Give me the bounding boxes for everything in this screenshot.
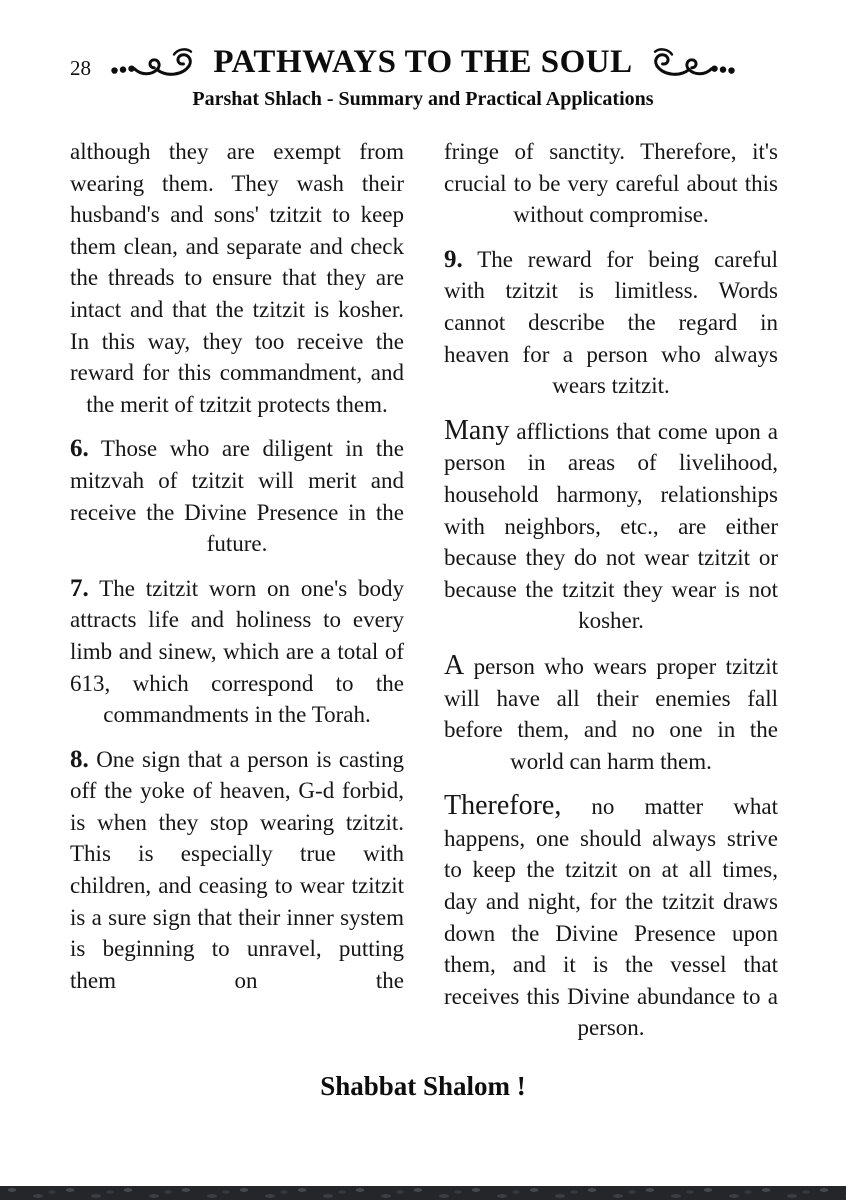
paragraph-lead: Many [444, 414, 510, 446]
paragraph-lead: Therefore, [444, 790, 562, 822]
page-header [0, 0, 846, 111]
paragraph: fringe of sanctity. Therefore, it's crucial to be very careful about this without compromise. [444, 139, 778, 228]
paragraph: although they are exempt from wearing them. They wash their husband's and sons' tzitzit to keep them clean, and separate and check the threads to ensure that they are intact and that the tzitzit is kosher. In this way, they too receive the reward for this commandment, and the merit of tzitzit protects them. [70, 139, 404, 417]
paragraph: Many afflictions that come upon a person in areas of livelihood, household harmony, relationships with neighbors, etc., are either because they do not wear tzitzit or because the tzitzit they wear is not kosher. [444, 414, 778, 634]
two-column-body [0, 111, 846, 1057]
right-column [444, 136, 778, 1057]
page-subtitle: Parshat Shlach - Summary and Practical Applications [192, 88, 654, 110]
closing-message: Shabbat Shalom ! [320, 1071, 526, 1102]
paragraph: 6. Those who are diligent in the mitzvah of tzitzit will merit and receive the Divine Presence in the future. [70, 435, 404, 557]
paragraph-lead: 7. [70, 574, 89, 602]
paragraph-lead: 6. [70, 435, 89, 463]
paragraph: Therefore, no matter what happens, one should always strive to keep the tzitzit on at all times, day and night, for the tzitzit draws down the Divine Presence upon them, and it is the vessel that receives this Divine abundance to a person. [444, 790, 778, 1041]
floral-flourish-right-icon [641, 46, 737, 80]
title-row [0, 44, 846, 81]
paragraph: 8. One sign that a person is casting off the yoke of heaven, G-d forbid, is when they stop wearing tzitzit. This is especially true with children, and ceasing to wear tzitzit is a sure sign that their inner system is beginning to unravel, putting them on the [70, 745, 404, 993]
paragraph-lead: 8. [70, 745, 89, 773]
paragraph-lead: 9. [444, 245, 463, 273]
left-column [70, 136, 404, 1057]
page-title: PATHWAYS TO THE SOUL [213, 44, 633, 80]
paragraph: 9. The reward for being careful with tzitzit is limitless. Words cannot describe the regard in heaven for a person who always wears tzitzit. [444, 245, 778, 399]
paragraph-lead: A [444, 649, 465, 681]
paragraph: A person who wears proper tzitzit will have all their enemies fall before them, and no one in the world can harm them. [444, 649, 778, 774]
bottom-scan-bar [0, 1186, 846, 1200]
paragraph: 7. The tzitzit worn on one's body attracts life and holiness to every limb and sinew, which are a total of 613, which correspond to the commandments in the Torah. [70, 574, 404, 728]
floral-flourish-left-icon [109, 46, 205, 80]
page-number: 28 [70, 56, 91, 80]
